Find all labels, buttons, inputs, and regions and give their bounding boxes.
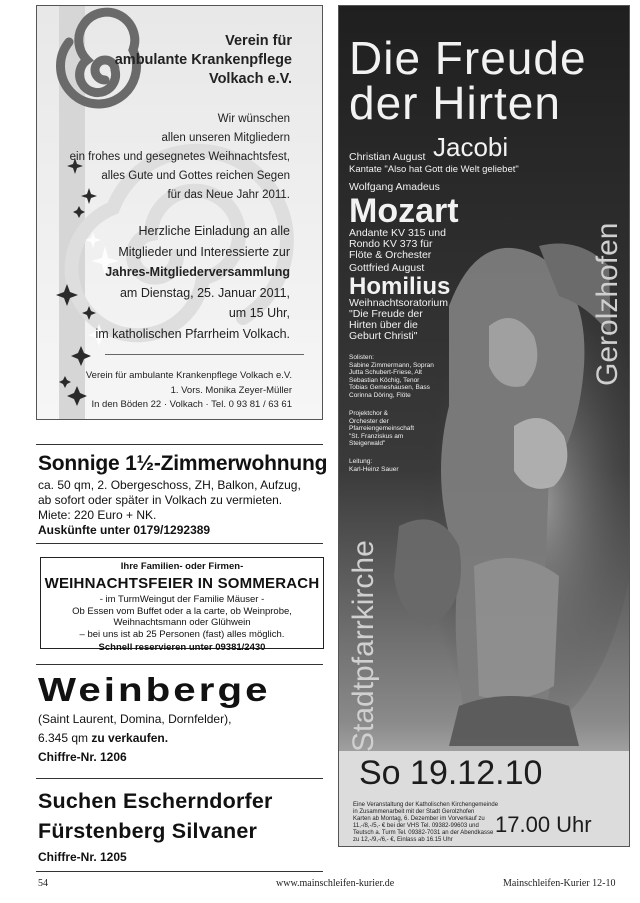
homilius-work-line: Hirten über die [349, 319, 418, 331]
wohnung-line: ab sofort oder später in Volkach zu vermieten. [38, 493, 283, 507]
weinberge-varieties: (Saint Laurent, Domina, Dornfelder), [38, 712, 232, 726]
vertical-church-name: Stadtpfarrkirche [347, 540, 380, 752]
verein-invitation-line: Jahres-Mitgliederversammlung [105, 265, 290, 279]
mozart-work-line: Andante KV 315 und [349, 227, 446, 239]
choir-line: Projektchor & [349, 410, 389, 417]
homilius-name: Homilius [349, 273, 451, 300]
jacobi-firstname: Christian August [349, 151, 426, 163]
verein-invitation-line: Herzliche Einladung an alle [138, 224, 290, 238]
homilius-firstname: Gottfried August [349, 262, 425, 274]
homilius-work-line: Weihnachtsoratorium [349, 297, 449, 309]
mozart-work [349, 228, 446, 261]
soloists-list [349, 354, 434, 399]
ticket-info-line: zu 12,-/9,-/6,- €, Einlass ab 16.15 Uhr [353, 837, 453, 843]
ticket-info-line: Eine Veranstaltung der Katholischen Kirchengemeinde [353, 802, 499, 808]
wohnung-headline: Sonnige 1½-Zimmerwohnung [38, 452, 328, 475]
verein-greeting-line: für das Neue Jahr 2011. [167, 189, 290, 201]
choir-line: "St. Franziskus am [349, 432, 404, 440]
suchen-headline [38, 786, 273, 846]
weihnachtsfeier-headline: WEIHNACHTSFEIER IN SOMMERACH [44, 575, 320, 592]
ticket-info-line: in Zusammenarbeit mit der Stadt Gerolzhofen [353, 809, 475, 815]
verein-greeting-line: ein frohes und gesegnetes Weihnachtsfest, [69, 151, 290, 163]
mozart-work-line: Flöte & Orchester [349, 249, 432, 261]
mozart-name: Mozart [349, 192, 459, 230]
weihnachtsfeier-body [41, 594, 323, 640]
concert-date: So 19.12.10 [359, 754, 543, 792]
weihnachtsfeier-contact: Schnell reservieren unter 09381/2430 [98, 642, 266, 653]
divider [36, 664, 323, 665]
choir-info [349, 410, 414, 448]
weihnachtsfeier-line: - im TurmWeingut der Familie Mäuser - [99, 594, 265, 605]
weinberge-area [38, 729, 231, 748]
soloists-line: Sabine Zimmermann, Sopran [349, 361, 434, 369]
mozart-work-line: Rondo KV 373 für [349, 238, 433, 250]
homilius-work-line: Geburt Christi" [349, 330, 418, 342]
ticket-info-line: Teutsch a. Turm Tel. 09382-7031 an der Abendkasse [353, 830, 494, 836]
soloists-line: Sebastian Köchig, Tenor [349, 376, 420, 384]
wohnung-contact: Auskünfte unter 0179/1292389 [38, 523, 211, 537]
divider [36, 444, 323, 445]
footer-website: www.mainschleifen-kurier.de [276, 878, 395, 889]
verein-footer-line: Verein für ambulante Krankenpflege Volkach e.V. [85, 370, 292, 381]
soloists-line: Corinna Döring, Flöte [349, 391, 411, 399]
concert-time: 17.00 Uhr [495, 812, 592, 837]
verein-title-line: Verein für [225, 33, 292, 49]
weihnachtsfeier-line: Ob Essen vom Buffet oder a la carte, ob Weinprobe, [72, 605, 292, 617]
verein-title [115, 32, 292, 89]
verein-title-line: ambulante Krankenpflege [114, 52, 292, 68]
verein-invitation-line: um 15 Uhr, [228, 306, 290, 320]
weihnachtsfeier-line: Weihnachtsmann oder Glühwein [113, 617, 251, 628]
poster-ticket-info [353, 802, 498, 844]
ticket-info-line: Karten ab Montag, 6. Dezember im Vorverkauf zu [353, 816, 485, 822]
verein-greeting-line: Wir wünschen [217, 113, 290, 125]
poster-title-line: der Hirten [349, 77, 561, 129]
weinberge-chiffre: Chiffre-Nr. 1206 [38, 750, 127, 764]
verein-title-line: Volkach e.V. [208, 71, 292, 87]
verein-invitation [95, 221, 290, 344]
weihnachtsfeier-ad [40, 557, 324, 653]
wohnung-line: ca. 50 qm, 2. Obergeschoss, ZH, Balkon, Aufzug, [38, 478, 301, 492]
mozart-firstname: Wolfgang Amadeus [349, 181, 440, 193]
verein-divider [105, 354, 304, 355]
weihnachtsfeier-intro: Ihre Familien- oder Firmen- [120, 561, 244, 572]
choir-line: Steigerwald" [349, 440, 386, 447]
verein-greeting-line: allen unseren Mitgliedern [161, 132, 290, 144]
weinberge-sale: zu verkaufen. [91, 731, 169, 745]
suchen-chiffre: Chiffre-Nr. 1205 [38, 850, 127, 864]
verein-footer-line: 1. Vors. Monika Zeyer-Müller [170, 384, 292, 396]
choir-line: Pfarreiengemeinschaft [349, 425, 415, 432]
weinberge-headline: Weinberge [38, 671, 271, 708]
weihnachtsfeier-line: – bei uns ist ab 25 Personen (fast) alles möglich. [79, 628, 285, 640]
homilius-work-line: "Die Freude der [349, 308, 423, 320]
verein-footer-line: In den Böden 22 · Volkach · Tel. 0 93 81 / 63 61 [91, 399, 292, 410]
verein-greeting-line: alles Gute und Gottes reichen Segen [101, 170, 290, 182]
soloists-line: Tobias Gemeshausen, Bass [349, 384, 430, 391]
concert-poster [338, 5, 630, 847]
weinberge-body [38, 710, 231, 767]
soloists-line: Jutta Schubert-Friese, Alt [349, 369, 422, 376]
verein-invitation-line: am Dienstag, 25. Januar 2011, [119, 285, 290, 300]
divider [36, 543, 323, 544]
leitung-line: Karl-Heinz Sauer [349, 465, 399, 473]
leitung-info [349, 458, 399, 473]
verein-ad [36, 5, 323, 420]
suchen-headline-line: Fürstenberg Silvaner [38, 819, 258, 843]
page-number: 54 [38, 878, 48, 889]
wohnung-line: Miete: 220 Euro + NK. [38, 508, 157, 522]
poster-title [349, 32, 587, 129]
soloists-line: Solisten: [349, 354, 374, 361]
choir-line: Orchester der [349, 417, 389, 425]
wohnung-body [38, 478, 301, 538]
divider [36, 778, 323, 779]
footer-issue: Mainschleifen-Kurier 12-10 [503, 878, 616, 889]
verein-footer [86, 369, 292, 413]
leitung-line: Leitung: [349, 458, 373, 465]
divider [36, 871, 323, 872]
homilius-work [349, 298, 448, 342]
verein-invitation-line: Mitglieder und Interessierte zur [118, 244, 290, 259]
poster-title-line: Die Freude [349, 32, 587, 84]
weinberge-area-value: 6.345 qm [38, 731, 92, 745]
suchen-headline-line: Suchen Escherndorfer [38, 789, 273, 813]
jacobi-work: Kantate "Also hat Gott die Welt geliebet" [349, 164, 519, 175]
verein-invitation-line: im katholischen Pfarrheim Volkach. [95, 326, 290, 341]
jacobi-name: Jacobi [433, 132, 509, 162]
verein-greeting [70, 110, 290, 205]
vertical-place-name: Gerolzhofen [591, 222, 624, 386]
ticket-info-line: 11,-/8,-/5,- € bei der VHS Tel. 09382-99603 und [353, 823, 479, 829]
